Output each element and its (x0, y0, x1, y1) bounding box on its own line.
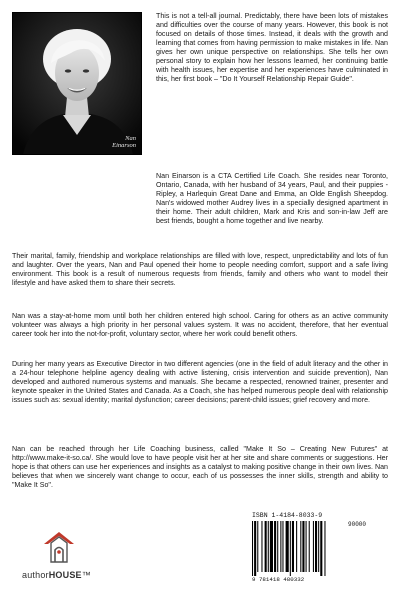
publisher-name-bold: HOUSE (48, 570, 82, 580)
barcode-bar (265, 521, 267, 572)
barcode-bar (300, 521, 301, 572)
authorhouse-logo-icon (42, 530, 76, 566)
barcode-bar (282, 521, 283, 572)
photo-caption-last-name: Einarson (112, 142, 136, 149)
author-bio-paragraph: Nan Einarson is a CTA Certified Life Coach. She resides near Toronto, Ontario, Canada, with her husband of 34 years, Paul, and their puppies -Ripley, a Harlequin Great Dane and Emma, an Olde English Sheepdog. Nan's widowed mother Audrey lives in a specially designed apartment in their home. Their adult children, Mark and Kris and son-in-law Jeff are best friends, bought a home together and live nearby. (156, 172, 388, 225)
barcode-digits: 9 781418 480332 (252, 576, 305, 583)
author-photo (12, 12, 142, 155)
barcode-bar (306, 521, 307, 572)
relationships-paragraph: Their marital, family, friendship and workplace relationships are filled with love, respect, unpredictability and lots of fun and laughter. Over the years, Nan and Paul opened their home to people needing comfort, support and a safe living environment. This book is a result of numerous requests from friends, family and others who want to model their lifestyle and have asked them to share their secrets. (12, 252, 388, 287)
publisher-name-light: author (22, 570, 49, 580)
barcode-bar (315, 521, 317, 572)
publisher-name (22, 570, 91, 580)
author-portrait-image (13, 13, 141, 154)
isbn-barcode (248, 512, 374, 586)
barcode-bar (270, 521, 273, 572)
barcode-bar (257, 521, 258, 572)
barcode-bar (277, 521, 278, 572)
barcode-bar (320, 521, 322, 576)
barcode-bars (252, 521, 344, 576)
volunteer-paragraph: Nan was a stay-at-home mom until both her children entered high school. Caring for others as an active community volunteer was always a high priority in her personal values system. It was no accident, therefore, that her eventual career took her into the not-for-profit, voluntary sector, where her work could benefit others. (12, 312, 388, 338)
photo-caption (112, 135, 136, 149)
barcode-bar (309, 521, 310, 572)
publisher-logo-block (22, 530, 112, 582)
barcode-bar (286, 521, 289, 572)
barcode-bar (268, 521, 269, 572)
intro-paragraph: This is not a tell-all journal. Predictably, there have been lots of mistakes and difficulties over the course of many years. However, this book is not focused on details of those times. Instead, it deals with the growth and learning that comes from having permission to make mistakes in life. Nan gives her own unique perspective on relationships. She tells her own personal story to explain how her lessons learned, her continuing battle with health issues, her expertise and her experiences have culminated in this, her first book – "Do It Yourself Relationship Repair Guide". (156, 12, 388, 83)
barcode-bar (302, 521, 304, 572)
barcode-bar (252, 521, 253, 576)
contact-paragraph: Nan can be reached through her Life Coaching business, called "Make It So – Creating New Futures" at http://www.make-it-so.ca/. She would love to have people visit her at her site and share comments or suggestions. Her hope is that others can use her experiences and insights as a catalyst to making positive change in their own lives. Nan believes that when we sincerely want change to occur, each of us possesses the inner skills, strength and ability to "Make It So". (12, 445, 388, 489)
barcode-bar (261, 521, 262, 572)
barcode-bar (290, 521, 291, 576)
isbn-number: ISBN 1-4184-8033-9 (252, 512, 323, 519)
barcode-bar (313, 521, 314, 572)
photo-caption-first-name: Nan (125, 135, 136, 142)
publisher-trademark: ™ (81, 570, 91, 580)
barcode-bar (254, 521, 256, 576)
barcode-bar (324, 521, 325, 576)
barcode-bar (274, 521, 276, 572)
barcode-bar (292, 521, 294, 572)
barcode-bar (296, 521, 297, 572)
barcode-bar (280, 521, 281, 572)
barcode-bar (318, 521, 319, 572)
barcode-price-code: 90000 (348, 521, 367, 528)
career-paragraph: During her many years as Executive Director in two different agencies (one in the field of adult literacy and the other in a 24-hour telephone helpline agency dealing with active listening, crisis intervention and suicide prevention), Nan developed and authored numerous systems and manuals. She became a respected, renowned trainer, presenter and keynote speaker in the United States and Canada. As a Coach, she has helped numerous people deal with relationship issues such as: sexual identity; marital dysfunction; career decisions; parent-child issues; grief recovery and more. (12, 360, 388, 404)
